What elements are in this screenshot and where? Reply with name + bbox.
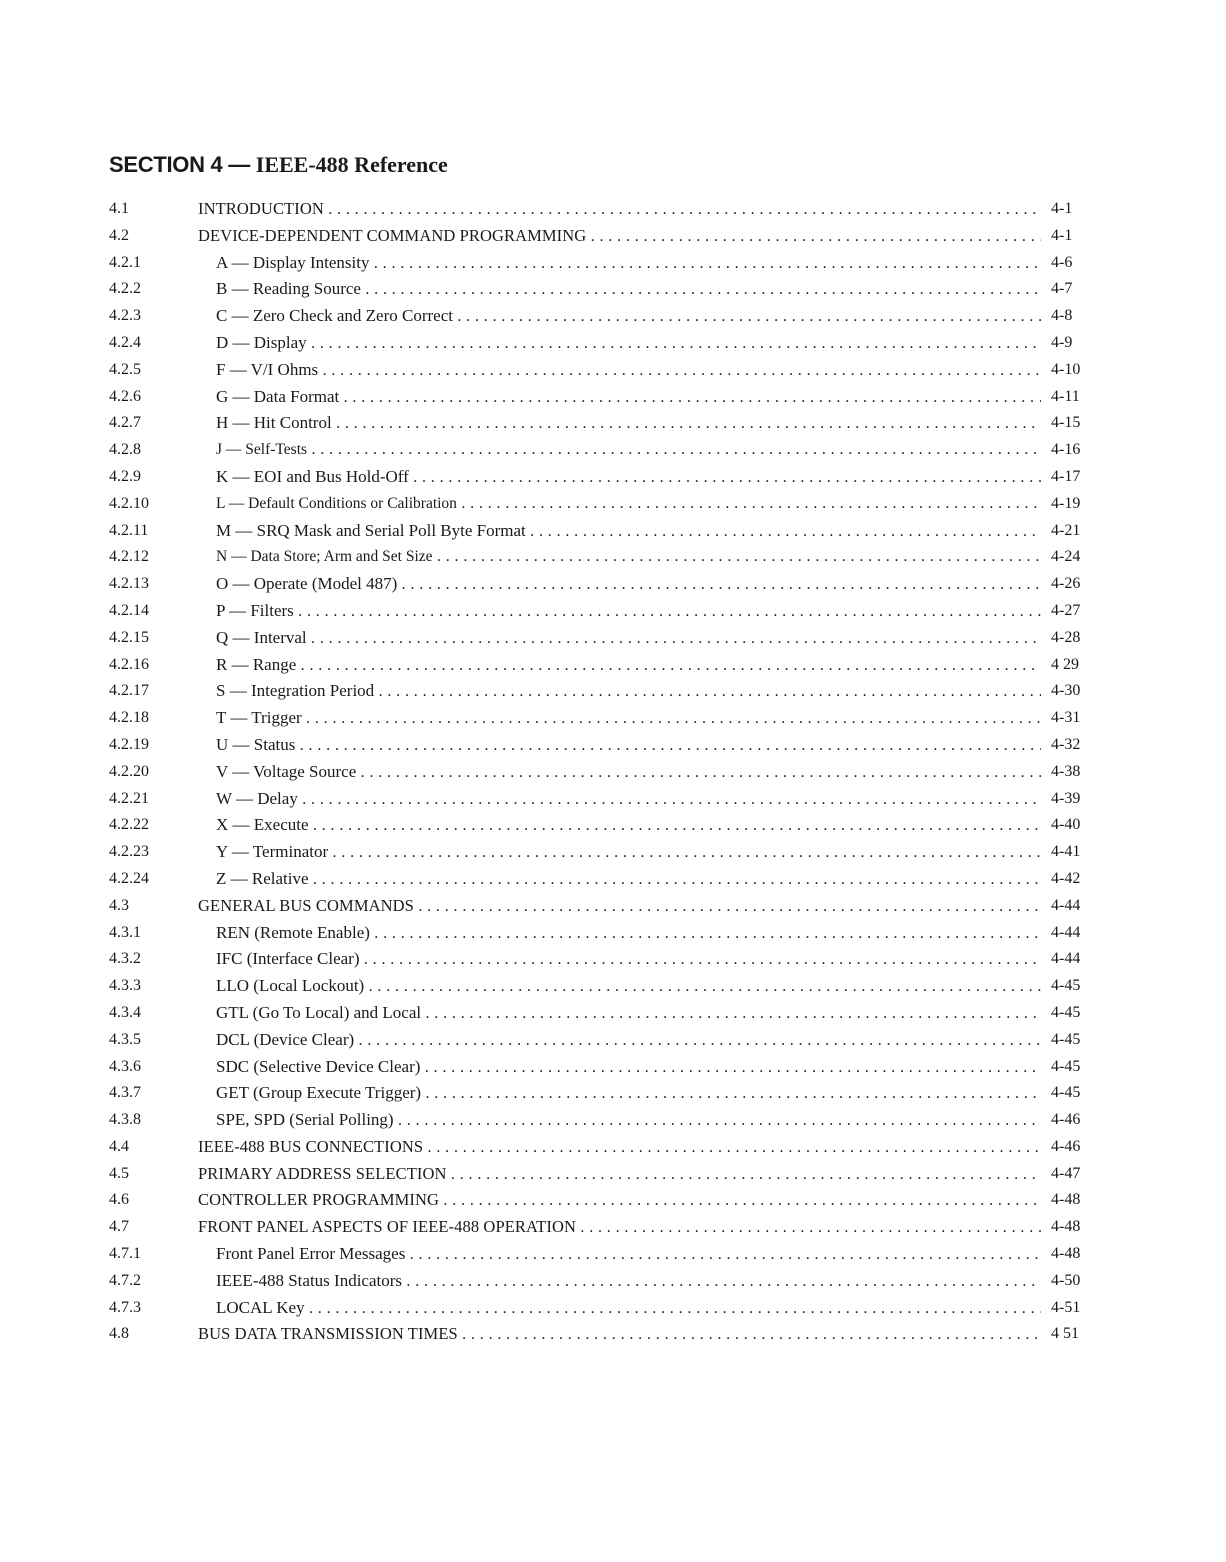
toc-entry-number: 4.3.4 bbox=[109, 1003, 141, 1021]
toc-entry-title[interactable]: FRONT PANEL ASPECTS OF IEEE-488 OPERATION . . . bbox=[198, 1214, 1041, 1242]
toc-entry[interactable] bbox=[109, 250, 1111, 277]
toc-entry-page[interactable]: 4-44 bbox=[1051, 950, 1081, 968]
toc-entry-number: 4.2.10 bbox=[109, 494, 149, 512]
toc-entry-title[interactable]: U — Status . . . bbox=[216, 732, 1041, 760]
toc-entry-title[interactable]: SDC (Selective Device Clear) . . . bbox=[216, 1054, 1041, 1082]
toc-entry-page[interactable]: 4-42 bbox=[1051, 869, 1081, 887]
toc-entry-page[interactable]: 4-45 bbox=[1051, 1057, 1081, 1075]
toc-entry-title[interactable]: SPE, SPD (Serial Polling) . . . bbox=[216, 1107, 1041, 1135]
toc-entry-title[interactable]: PRIMARY ADDRESS SELECTION . . . bbox=[198, 1161, 1041, 1189]
toc-entry-title[interactable]: INTRODUCTION . . . bbox=[198, 196, 1041, 224]
toc-entry[interactable] bbox=[109, 384, 1111, 411]
toc-entry-page[interactable]: 4-7 bbox=[1051, 280, 1073, 298]
toc-entry-number: 4.2.22 bbox=[109, 816, 149, 834]
toc-entry[interactable] bbox=[109, 196, 1111, 223]
toc-entry[interactable] bbox=[109, 732, 1111, 759]
toc-entry-title[interactable]: GTL (Go To Local) and Local . . . bbox=[216, 1000, 1041, 1028]
toc-entry-number: 4.2.17 bbox=[109, 682, 149, 700]
toc-entry-number: 4.2.8 bbox=[109, 441, 141, 459]
toc-entry-title[interactable]: S — Integration Period . . . bbox=[216, 678, 1041, 706]
toc-entry-title[interactable]: DEVICE-DEPENDENT COMMAND PROGRAMMING . . . bbox=[198, 223, 1041, 251]
toc-entry-page[interactable]: 4-44 bbox=[1051, 896, 1081, 914]
toc-entry[interactable] bbox=[109, 1134, 1111, 1161]
toc-entry-title[interactable]: REN (Remote Enable) . . . bbox=[216, 920, 1041, 948]
toc-entry[interactable] bbox=[109, 491, 1111, 518]
toc-entry-number: 4.2.11 bbox=[109, 521, 149, 539]
toc-entry-number: 4.2.18 bbox=[109, 709, 149, 727]
toc-entry-number: 4.6 bbox=[109, 1191, 129, 1209]
toc-entry-title[interactable]: Y — Terminator . . . bbox=[216, 839, 1041, 867]
toc-entry-page[interactable]: 4-45 bbox=[1051, 1003, 1081, 1021]
toc-entry-number: 4.2.4 bbox=[109, 333, 141, 351]
toc-entry-page[interactable]: 4-45 bbox=[1051, 1084, 1081, 1102]
toc-entry[interactable] bbox=[109, 759, 1111, 786]
toc-entry-page[interactable]: 4-50 bbox=[1051, 1271, 1081, 1289]
toc-entry-page[interactable]: 4-46 bbox=[1051, 1111, 1081, 1129]
toc-entry-number: 4.2.16 bbox=[109, 655, 149, 673]
toc-entry-number: 4.2.13 bbox=[109, 575, 149, 593]
toc-entry[interactable] bbox=[109, 303, 1111, 330]
toc-entry[interactable] bbox=[109, 598, 1111, 625]
toc-entry[interactable] bbox=[109, 839, 1111, 866]
toc-entry-title[interactable]: F — V/I Ohms . . . bbox=[216, 357, 1041, 385]
toc-entry-number: 4.2.9 bbox=[109, 467, 141, 485]
toc-entry[interactable] bbox=[109, 1321, 1111, 1348]
toc-entry[interactable] bbox=[109, 652, 1111, 679]
toc-entry-page[interactable]: 4-45 bbox=[1051, 977, 1081, 995]
toc-entry-number: 4.2 bbox=[109, 226, 129, 244]
toc-entry-page[interactable]: 4-9 bbox=[1051, 333, 1073, 351]
toc-entry-number: 4.2.21 bbox=[109, 789, 149, 807]
toc-entry[interactable] bbox=[109, 464, 1111, 491]
toc-entry[interactable] bbox=[109, 518, 1111, 545]
section-label: SECTION 4 bbox=[109, 152, 223, 177]
toc-entry[interactable] bbox=[109, 893, 1111, 920]
toc-entry-number: 4.2.6 bbox=[109, 387, 141, 405]
toc-entry-number: 4.7 bbox=[109, 1218, 129, 1236]
toc-entry-page[interactable]: 4-6 bbox=[1051, 253, 1073, 271]
toc-entry-title[interactable]: B — Reading Source . . . bbox=[216, 276, 1041, 304]
toc-entry-title[interactable]: Z — Relative . . . bbox=[216, 866, 1041, 894]
toc-entry[interactable] bbox=[109, 1295, 1111, 1322]
toc-entry-number: 4.2.7 bbox=[109, 414, 141, 432]
section-heading bbox=[109, 150, 448, 180]
table-of-contents bbox=[109, 196, 1111, 1348]
toc-entry[interactable] bbox=[109, 1000, 1111, 1027]
toc-entry-page[interactable]: 4-41 bbox=[1051, 843, 1081, 861]
toc-entry-title[interactable]: GENERAL BUS COMMANDS . . . bbox=[198, 893, 1041, 921]
toc-entry[interactable] bbox=[109, 1268, 1111, 1295]
toc-entry-page[interactable]: 4-10 bbox=[1051, 360, 1081, 378]
toc-entry[interactable] bbox=[109, 1054, 1111, 1081]
toc-entry-title[interactable]: DCL (Device Clear) . . . bbox=[216, 1027, 1041, 1055]
toc-entry-page[interactable]: 4-26 bbox=[1051, 575, 1081, 593]
toc-entry-title[interactable]: N — Data Store; Arm and Set Size . . . bbox=[216, 544, 1041, 571]
toc-entry-title[interactable]: M — SRQ Mask and Serial Poll Byte Format . . . bbox=[216, 518, 1041, 546]
toc-entry-title[interactable]: J — Self-Tests . . . bbox=[216, 437, 1041, 464]
toc-entry-number: 4.2.24 bbox=[109, 869, 149, 887]
toc-entry-page[interactable]: 4-16 bbox=[1051, 441, 1081, 459]
toc-entry-title[interactable]: Q — Interval . . . bbox=[216, 625, 1041, 653]
toc-entry-page[interactable]: 4 29 bbox=[1051, 655, 1079, 673]
toc-entry[interactable] bbox=[109, 357, 1111, 384]
toc-entry-number: 4.3.3 bbox=[109, 977, 141, 995]
toc-entry-number: 4.8 bbox=[109, 1325, 129, 1343]
toc-entry-page[interactable]: 4-24 bbox=[1051, 548, 1081, 566]
toc-entry-page[interactable]: 4-21 bbox=[1051, 521, 1081, 539]
toc-entry-number: 4.2.19 bbox=[109, 735, 149, 753]
toc-entry-title[interactable]: A — Display Intensity . . . bbox=[216, 250, 1041, 278]
toc-entry-page[interactable]: 4-46 bbox=[1051, 1137, 1081, 1155]
toc-entry[interactable] bbox=[109, 973, 1111, 1000]
toc-entry[interactable] bbox=[109, 223, 1111, 250]
toc-entry-title[interactable]: X — Execute . . . bbox=[216, 812, 1041, 840]
toc-entry-number: 4.2.2 bbox=[109, 280, 141, 298]
toc-entry-number: 4.3.5 bbox=[109, 1030, 141, 1048]
toc-entry-page[interactable]: 4-15 bbox=[1051, 414, 1081, 432]
toc-entry[interactable] bbox=[109, 678, 1111, 705]
toc-entry-title[interactable]: IEEE-488 Status Indicators . . . bbox=[216, 1268, 1041, 1296]
toc-entry-number: 4.3.6 bbox=[109, 1057, 141, 1075]
toc-entry[interactable] bbox=[109, 866, 1111, 893]
toc-entry[interactable] bbox=[109, 1161, 1111, 1188]
toc-entry-number: 4.2.14 bbox=[109, 601, 149, 619]
toc-entry-number: 4.1 bbox=[109, 200, 129, 217]
toc-entry-title[interactable]: C — Zero Check and Zero Correct . . . bbox=[216, 303, 1041, 331]
toc-entry-title[interactable]: W — Delay . . . bbox=[216, 786, 1041, 814]
toc-entry[interactable] bbox=[109, 571, 1111, 598]
toc-entry[interactable] bbox=[109, 920, 1111, 947]
toc-entry-number: 4.2.1 bbox=[109, 253, 141, 271]
toc-entry-page[interactable]: 4-44 bbox=[1051, 923, 1081, 941]
toc-entry[interactable] bbox=[109, 1241, 1111, 1268]
toc-entry-title[interactable]: V — Voltage Source . . . bbox=[216, 759, 1041, 787]
toc-entry-number: 4.2.15 bbox=[109, 628, 149, 646]
toc-entry-number: 4.7.2 bbox=[109, 1271, 141, 1289]
toc-entry-number: 4.2.20 bbox=[109, 762, 149, 780]
toc-entry[interactable] bbox=[109, 1214, 1111, 1241]
toc-entry[interactable] bbox=[109, 1027, 1111, 1054]
toc-entry-number: 4.2.12 bbox=[109, 548, 149, 566]
toc-entry-title[interactable]: D — Display . . . bbox=[216, 330, 1041, 358]
toc-entry[interactable] bbox=[109, 544, 1111, 571]
toc-entry-title[interactable]: K — EOI and Bus Hold-Off . . . bbox=[216, 464, 1041, 492]
toc-entry-title[interactable]: LOCAL Key . . . bbox=[216, 1295, 1041, 1323]
toc-entry-page[interactable]: 4-47 bbox=[1051, 1164, 1081, 1182]
toc-entry-page[interactable]: 4-19 bbox=[1051, 494, 1081, 512]
toc-entry-page[interactable]: 4-48 bbox=[1051, 1245, 1081, 1263]
toc-entry[interactable] bbox=[109, 946, 1111, 973]
toc-entry-page[interactable]: 4-38 bbox=[1051, 762, 1081, 780]
toc-entry[interactable] bbox=[109, 1107, 1111, 1134]
toc-entry-number: 4.5 bbox=[109, 1164, 129, 1182]
toc-entry-page[interactable]: 4-32 bbox=[1051, 735, 1081, 753]
toc-entry-title[interactable]: GET (Group Execute Trigger) . . . bbox=[216, 1080, 1041, 1108]
toc-entry-page[interactable]: 4-11 bbox=[1051, 387, 1080, 405]
toc-entry-number: 4.2.23 bbox=[109, 843, 149, 861]
toc-entry-page[interactable]: 4-39 bbox=[1051, 789, 1081, 807]
toc-entry-page[interactable]: 4-28 bbox=[1051, 628, 1081, 646]
toc-entry[interactable] bbox=[109, 276, 1111, 303]
toc-entry-number: 4.2.5 bbox=[109, 360, 141, 378]
toc-entry-page[interactable]: 4-45 bbox=[1051, 1030, 1081, 1048]
toc-entry-page[interactable]: 4-48 bbox=[1051, 1218, 1081, 1236]
toc-entry-title[interactable]: O — Operate (Model 487) . . . bbox=[216, 571, 1041, 599]
toc-entry-page[interactable]: 4-1 bbox=[1051, 200, 1073, 217]
toc-entry-title[interactable]: IFC (Interface Clear) . . . bbox=[216, 946, 1041, 974]
toc-entry-number: 4.3 bbox=[109, 896, 129, 914]
toc-entry-page[interactable]: 4-31 bbox=[1051, 709, 1081, 727]
toc-entry[interactable] bbox=[109, 625, 1111, 652]
toc-entry-number: 4.3.1 bbox=[109, 923, 141, 941]
toc-entry-title[interactable]: R — Range . . . bbox=[216, 652, 1041, 680]
toc-entry-title[interactable]: H — Hit Control . . . bbox=[216, 410, 1041, 438]
toc-entry-title[interactable]: Front Panel Error Messages . . . bbox=[216, 1241, 1041, 1269]
toc-entry[interactable] bbox=[109, 786, 1111, 813]
toc-entry-number: 4.3.2 bbox=[109, 950, 141, 968]
toc-entry[interactable] bbox=[109, 1080, 1111, 1107]
section-title: IEEE-488 Reference bbox=[255, 152, 448, 177]
toc-entry[interactable] bbox=[109, 410, 1111, 437]
toc-entry-page[interactable]: 4 51 bbox=[1051, 1325, 1079, 1343]
toc-entry-page[interactable]: 4-17 bbox=[1051, 467, 1081, 485]
toc-entry-page[interactable]: 4-8 bbox=[1051, 307, 1073, 325]
toc-entry-page[interactable]: 4-51 bbox=[1051, 1298, 1081, 1316]
toc-entry-title[interactable]: CONTROLLER PROGRAMMING . . . bbox=[198, 1187, 1041, 1215]
toc-entry-title[interactable]: L — Default Conditions or Calibration . . . bbox=[216, 491, 1041, 518]
toc-entry-number: 4.3.7 bbox=[109, 1084, 141, 1102]
toc-entry[interactable] bbox=[109, 705, 1111, 732]
toc-entry-number: 4.7.1 bbox=[109, 1245, 141, 1263]
toc-entry-title[interactable]: BUS DATA TRANSMISSION TIMES . . . bbox=[198, 1321, 1041, 1349]
toc-entry[interactable] bbox=[109, 812, 1111, 839]
toc-entry[interactable] bbox=[109, 437, 1111, 464]
toc-entry[interactable] bbox=[109, 330, 1111, 357]
toc-entry-number: 4.3.8 bbox=[109, 1111, 141, 1129]
toc-entry-page[interactable]: 4-27 bbox=[1051, 601, 1081, 619]
toc-entry-page[interactable]: 4-1 bbox=[1051, 226, 1073, 244]
toc-entry-title[interactable]: LLO (Local Lockout) . . . bbox=[216, 973, 1041, 1001]
toc-entry-title[interactable]: P — Filters . . . bbox=[216, 598, 1041, 626]
section-separator: — bbox=[222, 152, 256, 177]
toc-entry[interactable] bbox=[109, 1187, 1111, 1214]
toc-entry-number: 4.7.3 bbox=[109, 1298, 141, 1316]
toc-entry-page[interactable]: 4-30 bbox=[1051, 682, 1081, 700]
toc-entry-title[interactable]: G — Data Format . . . bbox=[216, 384, 1041, 412]
toc-entry-number: 4.4 bbox=[109, 1137, 129, 1155]
toc-entry-title[interactable]: T — Trigger . . . bbox=[216, 705, 1041, 733]
toc-entry-page[interactable]: 4-48 bbox=[1051, 1191, 1081, 1209]
toc-entry-number: 4.2.3 bbox=[109, 307, 141, 325]
toc-entry-page[interactable]: 4-40 bbox=[1051, 816, 1081, 834]
toc-entry-title[interactable]: IEEE-488 BUS CONNECTIONS . . . bbox=[198, 1134, 1041, 1162]
